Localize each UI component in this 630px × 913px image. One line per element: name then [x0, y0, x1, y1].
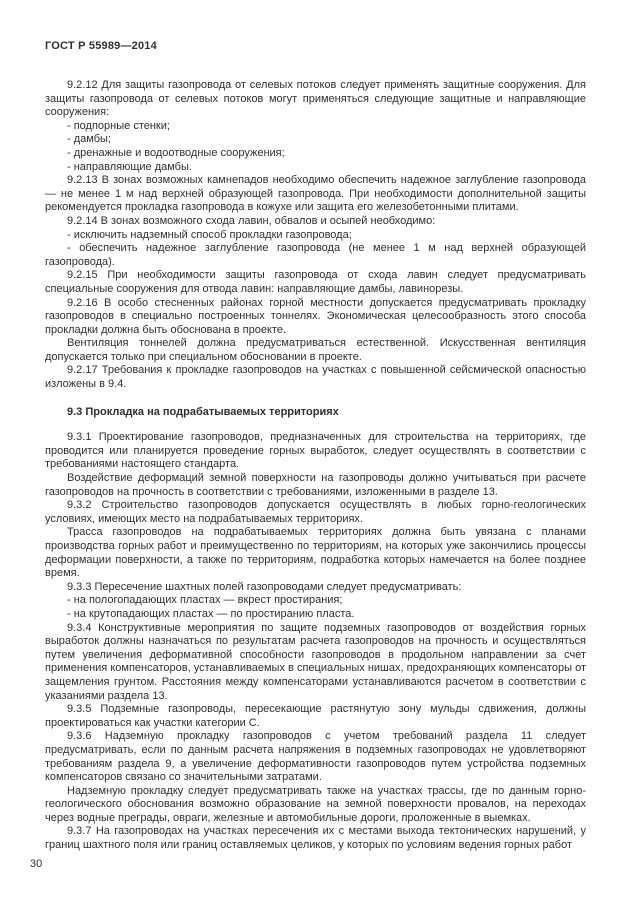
paragraph: Вентиляция тоннелей должна предусматриваться естественной. Искусственная вентиляция допускается только при специальном обосновании в проекте.	[45, 337, 586, 363]
document-header: ГОСТ Р 55989—2014	[45, 40, 157, 52]
paragraph: 9.2.13 В зонах возможных камнепадов необходимо обеспечить надежное заглубление газопровода — не менее 1 м над верхней образующей газопровода. При необходимости дополнительной защиты рекомендуется прокладка газопровода в кожухе или защита его железобетонными плитами.	[45, 174, 586, 214]
paragraph: 9.2.16 В особо стесненных районах горной местности допускается предусматривать прокладку газопроводов в специально построенных тоннелях. Экономическая целесообразность этого способа прокладки должна быть обоснована в проекте.	[45, 296, 586, 336]
paragraph: 9.3.2 Строительство газопроводов допускается осуществлять в любых горно-геологических условиях, имеющих место на подрабатываемых территориях.	[45, 499, 586, 525]
paragraph: 9.2.17 Требования к прокладке газопроводов на участках с повышенной сейсмической опасностью изложены в 9.4.	[45, 364, 586, 391]
list-item: - направляющие дамбы.	[67, 160, 192, 173]
list-item: - дренажные и водоотводные сооружения;	[67, 146, 285, 159]
paragraph: 9.3.5 Подземные газопроводы, пересекающие растянутую зону мульды сдвижения, должны проектироваться как участки категории С.	[45, 703, 586, 729]
paragraph: 9.3.3 Пересечение шахтных полей газопроводами следует предусматривать:	[67, 580, 462, 593]
paragraph: Трасса газопроводов на подрабатываемых территориях должна быть увязана с планами производства горных работ и преимущественно по территориям, на которых уже закончились процессы деформации поверхности, а также по территориям, подработка которых намечается на более позднее время.	[45, 526, 586, 580]
paragraph: 9.2.12 Для защиты газопровода от селевых потоков следует применять защитные сооружения. Для защиты газопровода от селевых потоков могут применяться следующие защитные и направляющие сооружения:	[45, 79, 586, 119]
section-heading: 9.3 Прокладка на подрабатываемых территориях	[67, 405, 339, 418]
document-body	[45, 79, 586, 853]
page-number: 30	[30, 858, 43, 870]
paragraph: 9.3.6 Надземную прокладку газопроводов с учетом требований раздела 11 следует предусматривать, если по данным расчета напряжения в подземных газопроводах не удовлетворяют требованиям раздела 9, а увеличение деформативности газопроводов путем устройства подземных компенсаторов связано со значительными затратами.	[45, 730, 586, 784]
list-item: - на крутопадающих пластах — по простиранию пласта.	[67, 607, 355, 620]
paragraph: Надземную прокладку следует предусматривать также на участках трассы, где по данным горно-геологического обоснования возможно образование на земной поверхности провалов, на переходах через водные преграды, овраги, железные и автомобильные дороги, проложенные в выемках.	[45, 784, 586, 824]
list-item: - на пологопадающих пластах — вкрест простирания;	[67, 594, 343, 607]
paragraph: 9.3.1 Проектирование газопроводов, предназначенных для строительства на территориях, где проводится или планируется проведение горных выработок, следует осуществлять в соответствии с требованиями настоящего стандарта.	[45, 431, 586, 471]
paragraph: 9.2.14 В зонах возможного схода лавин, обвалов и осыпей необходимо:	[67, 214, 436, 227]
paragraph: 9.3.7 На газопроводах на участках пересечения их с местами выхода тектонических нарушений, у границ шахтного поля или границ оставляемых целиков, у которых по условиям ведения горных работ	[45, 825, 586, 852]
list-item: - подпорные стенки;	[67, 119, 170, 132]
list-item: - исключить надземный способ прокладки газопровода;	[67, 228, 352, 241]
list-item: - дамбы;	[67, 133, 111, 146]
paragraph: Воздействие деформаций земной поверхности на газопроводы должно учитываться при расчете газопроводов на прочность в соответствии с требованиями, изложенными в разделе 13.	[45, 472, 586, 498]
paragraph: 9.2.15 При необходимости защиты газопровода от схода лавин следует предусматривать специальные сооружения для отвода лавин: направляющие дамбы, лавинорезы.	[45, 269, 586, 295]
paragraph: 9.3.4 Конструктивные мероприятия по защите подземных газопроводов от воздействия горных выработок должны назначаться по результатам расчета газопроводов на прочность и осуществляться путем увеличения деформативной способности газопроводов в продольном направлении за счет применения компенсаторов, устанавливаемых в специальных нишах, предохраняющих компенсаторы от защемления грунтом. Расстояния между компенсаторами устанавливаются расчетом в соответствии с указаниями раздела 13.	[45, 621, 586, 702]
list-item: - обеспечить надежное заглубление газопровода (не менее 1 м над верхней образующей газопровода).	[45, 242, 586, 268]
